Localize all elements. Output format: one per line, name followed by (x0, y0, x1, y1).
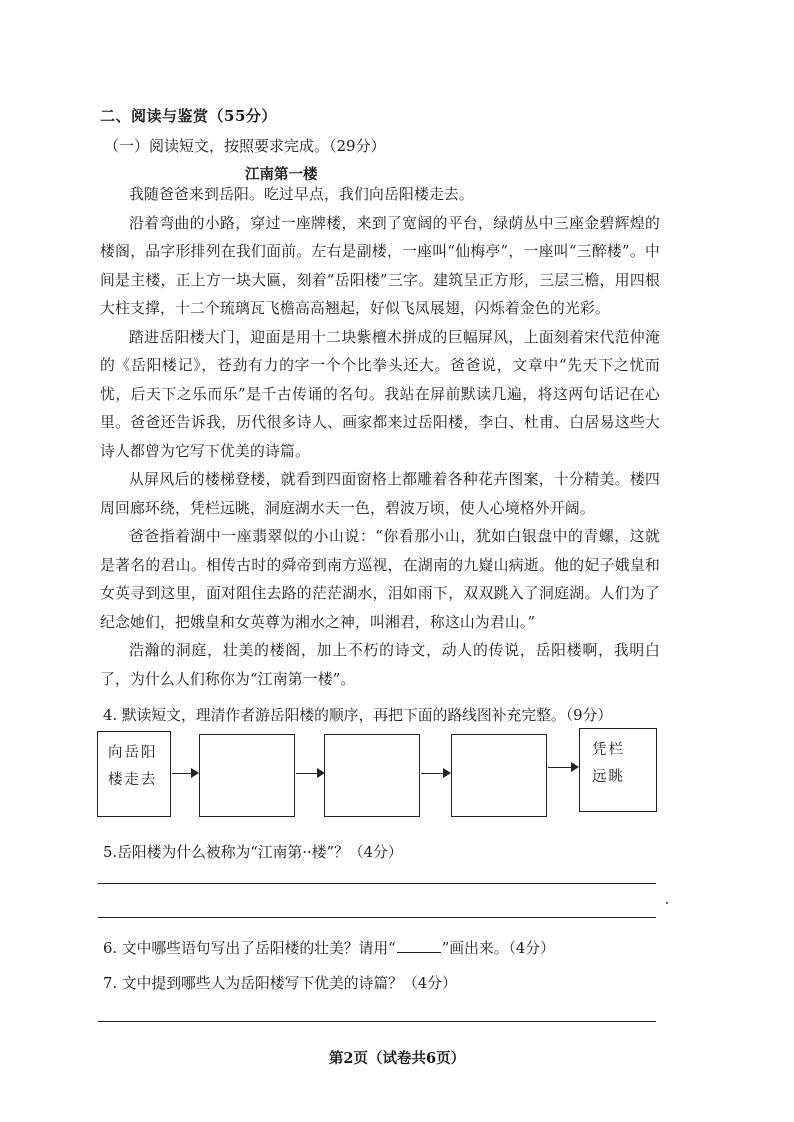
stray-mark (666, 902, 668, 904)
flow-box-blank-1[interactable] (199, 734, 295, 817)
flow-box-blank-2[interactable] (324, 734, 420, 817)
route-flowchart (97, 728, 657, 818)
passage-title: 江南第一楼 (245, 166, 318, 183)
section-title: 二、阅读与鉴赏（55分） (100, 107, 277, 125)
flow-box-start-label: 向岳阳楼走去 (108, 745, 158, 788)
answer-line-q7[interactable] (98, 1021, 656, 1022)
passage-paragraph: 沿着弯曲的小路，穿过一座牌楼，来到了宽阔的平台，绿荫丛中三座金碧辉煌的楼阁，品字形排列在我们面前。左右是副楼，一座叫“仙梅亭”，一座叫“三醉楼”。中间是主楼，正上方一块大匾，刻着“岳阳楼”三字。建筑呈正方形，三层三檐，用四根大柱支撑，十二个琉璃瓦飞檐高高翘起，好似飞凤展翅，闪烁着金色的光彩。 (100, 214, 660, 317)
flow-box-blank-3[interactable] (451, 734, 547, 817)
question-4: 4. 默读短文，理清作者游岳阳楼的顺序，再把下面的路线图补充完整。（9分） (103, 707, 613, 724)
underline-blank (397, 940, 441, 953)
question-6 (103, 937, 555, 958)
subsection-title: （一）阅读短文，按照要求完成。（29分） (104, 137, 386, 155)
passage-paragraph: 浩瀚的洞庭，壮美的楼阁，加上不朽的诗文，动人的传说，岳阳楼啊，我明白了，为什么人们称你为“江南第一楼”。 (100, 642, 660, 688)
flow-arrow (548, 767, 577, 768)
passage-paragraph: 从屏风后的楼梯登楼，就看到四面窗格上都雕着各种花卉图案，十分精美。楼四周回廊环绕，凭栏远眺，洞庭湖水天一色，碧波万顷，使人心境格外开阔。 (100, 471, 660, 517)
passage-body (100, 181, 660, 694)
flow-box-end (579, 728, 657, 812)
passage-paragraph: 踏进岳阳楼大门，迎面是用十二块紫檀木拼成的巨幅屏风，上面刻着宋代范仲淹的《岳阳楼记》，苍劲有力的字一个个比拳头还大。爸爸说，文章中“先天下之忧而忧，后天下之乐而乐”是千古传诵的名句。我站在屏前默读几遍，将这两句话记在心里。爸爸还告诉我，历代很多诗人、画家都来过岳阳楼，李白、杜甫、白居易这些大诗人都曾为它写下优美的诗篇。 (100, 328, 660, 460)
question-5: 5.岳阳楼为什么被称为“江南第··楼”？（4分） (103, 844, 403, 861)
answer-line-q5-2[interactable] (98, 917, 656, 918)
flow-arrow (421, 773, 449, 774)
passage-paragraph: 爸爸指着湖中一座翡翠似的小山说：“你看那小山，犹如白银盘中的青螺，这就是著名的君山。相传古时的舜帝到南方巡视，在湖南的九嶷山病逝。他的妃子娥皇和女英寻到这里，面对阻住去路的茫茫湖水，泪如雨下，双双跳入了洞庭湖。人们为了纪念她们，把娥皇和女英尊为湘水之神，叫湘君，称这山为君山。” (100, 528, 660, 631)
page-footer: 第2页（试卷共6页） (328, 1050, 466, 1067)
flow-arrow (172, 773, 197, 774)
answer-line-q5-1[interactable] (98, 883, 656, 884)
passage-paragraph: 我随爸爸来到岳阳。吃过早点，我们向岳阳楼走去。 (129, 186, 474, 203)
question-7: 7. 文中提到哪些人为岳阳楼写下优美的诗篇？（4分） (103, 975, 457, 992)
question-6-text-after: ”画出来。（4分） (441, 940, 555, 957)
flow-box-end-label: 凭栏远眺 (592, 742, 625, 785)
flow-box-start (97, 731, 171, 817)
flow-arrow (296, 773, 323, 774)
question-6-text-before: 6. 文中哪些语句写出了岳阳楼的壮美？请用“ (103, 940, 396, 957)
